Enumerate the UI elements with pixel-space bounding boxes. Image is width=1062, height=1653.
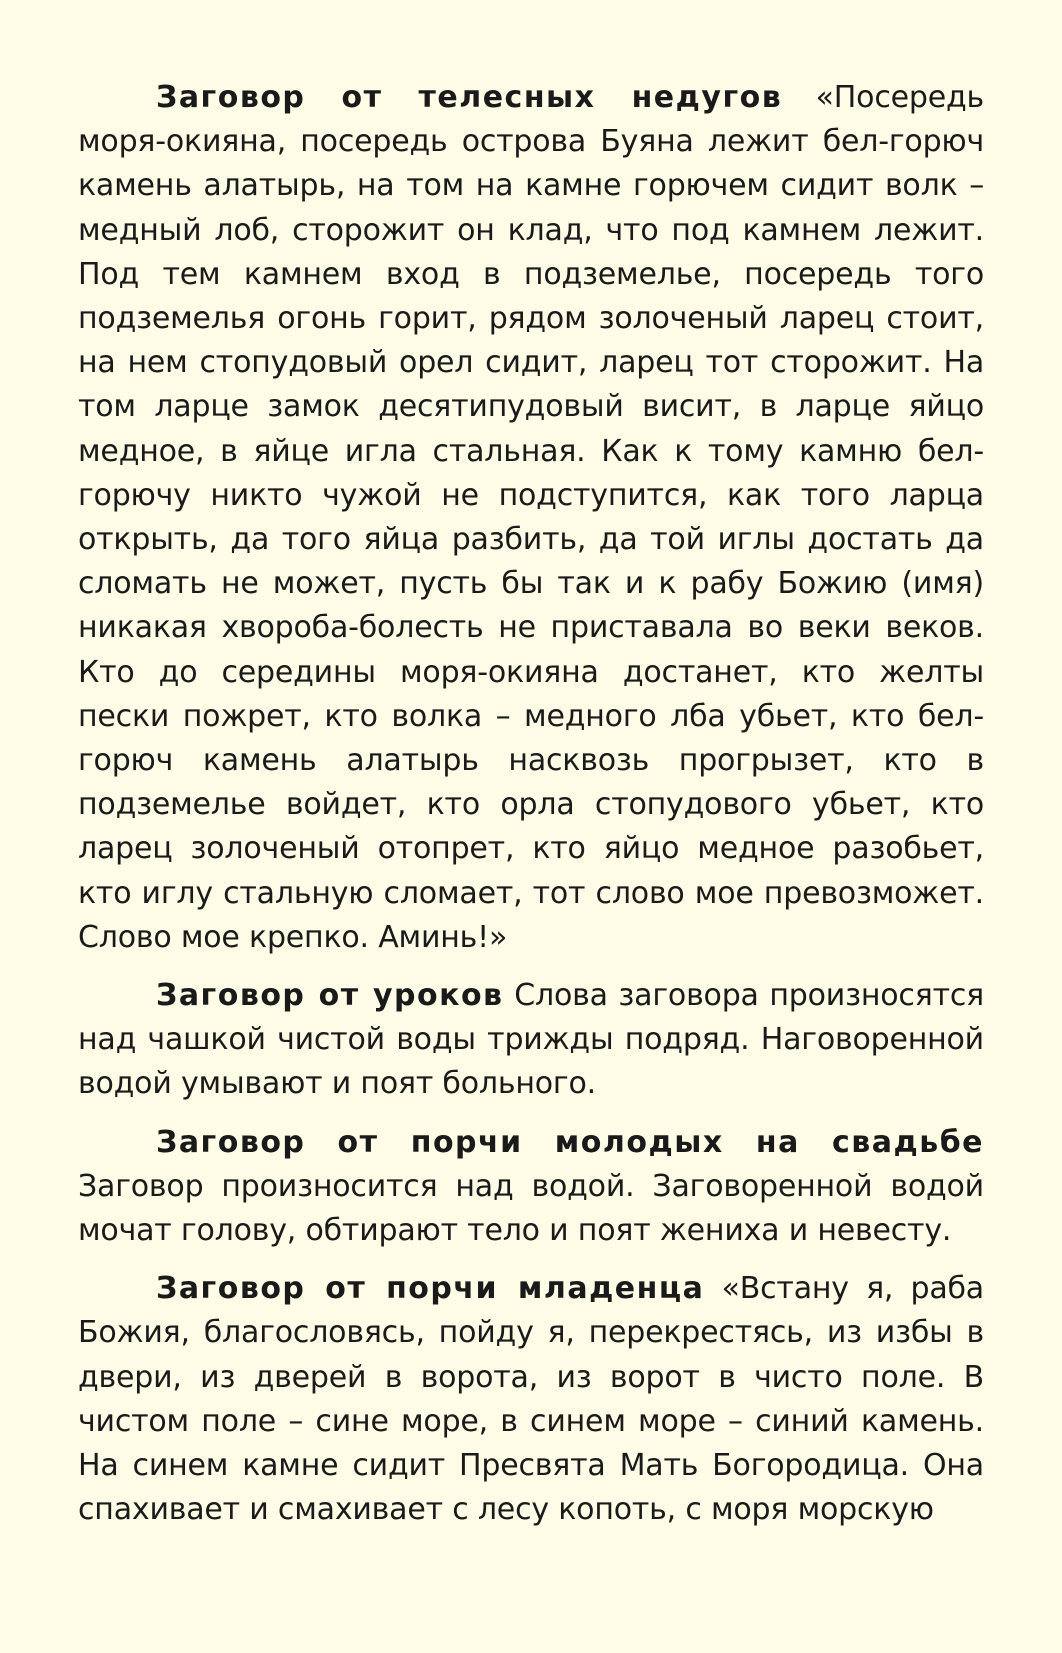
paragraph-heading: Заговор от уроков [156,978,504,1014]
paragraph-telesnye-nedugi [78,76,984,960]
paragraph-heading: Заговор от порчи младенца [156,1271,705,1307]
paragraph-text: «Посередь моря-окияна, посередь острова Буяна лежит бел-горюч камень алатырь, на том на камне горючем сидит волк – медный лоб, сторожит он клад, что под камнем лежит. Под тем камнем вход в подземелье, посередь того подземелья огонь горит, рядом золоченый ларец стоит, на нем стопудовый орел сидит, ларец тот сторожит. На том ларце замок десятипудовый висит, в ларце яйцо медное, в яйце игла стальная. Как к тому камню бел-горючу никто чужой не подступится, как того ларца открыть, да того яйца разбить, да той иглы достать да сломать не может, пусть бы так и к рабу Божию (имя) никакая хвороба-болесть не приставала во веки веков. Кто до середины моря-окияна достанет, кто желты пески пожрет, кто волка – медного лба убьет, кто бел-горюч камень алатырь насквозь прогрызет, кто в подземелье войдет, кто орла стопудового убьет, кто ларец золоченый отопрет, кто яйцо медное разобьет, кто иглу стальную сломает, тот слово мое превозможет. Слово мое крепко. Аминь!» [78,80,984,955]
paragraph-porcha-mladenca [78,1267,984,1532]
paragraph-uroki [78,974,984,1107]
paragraph-text: «Встану я, раба Божия, благословясь, пойду я, перекрестясь, из избы в двери, из дверей в ворота, из ворот в чисто поле. В чистом поле – сине море, в синем море – синий камень. На синем камне сидит Пресвята Мать Богородица. Она спахивает и смахивает с лесу копоть, с моря морскую [78,1271,984,1528]
paragraph-heading: Заговор от порчи молодых на свадьбе [156,1124,984,1160]
paragraph-heading: Заговор от телесных недугов [156,80,783,115]
paragraph-porcha-svadba [78,1121,984,1254]
paragraph-text: Заговор произносится над водой. Заговоренной водой мочат голову, обтирают тело и поят жениха и невесту. [78,1168,984,1249]
paragraph-text: Слова заговора произносятся над чашкой чистой воды трижды подряд. Наговоренной водой умывают и поят больного. [78,978,984,1102]
